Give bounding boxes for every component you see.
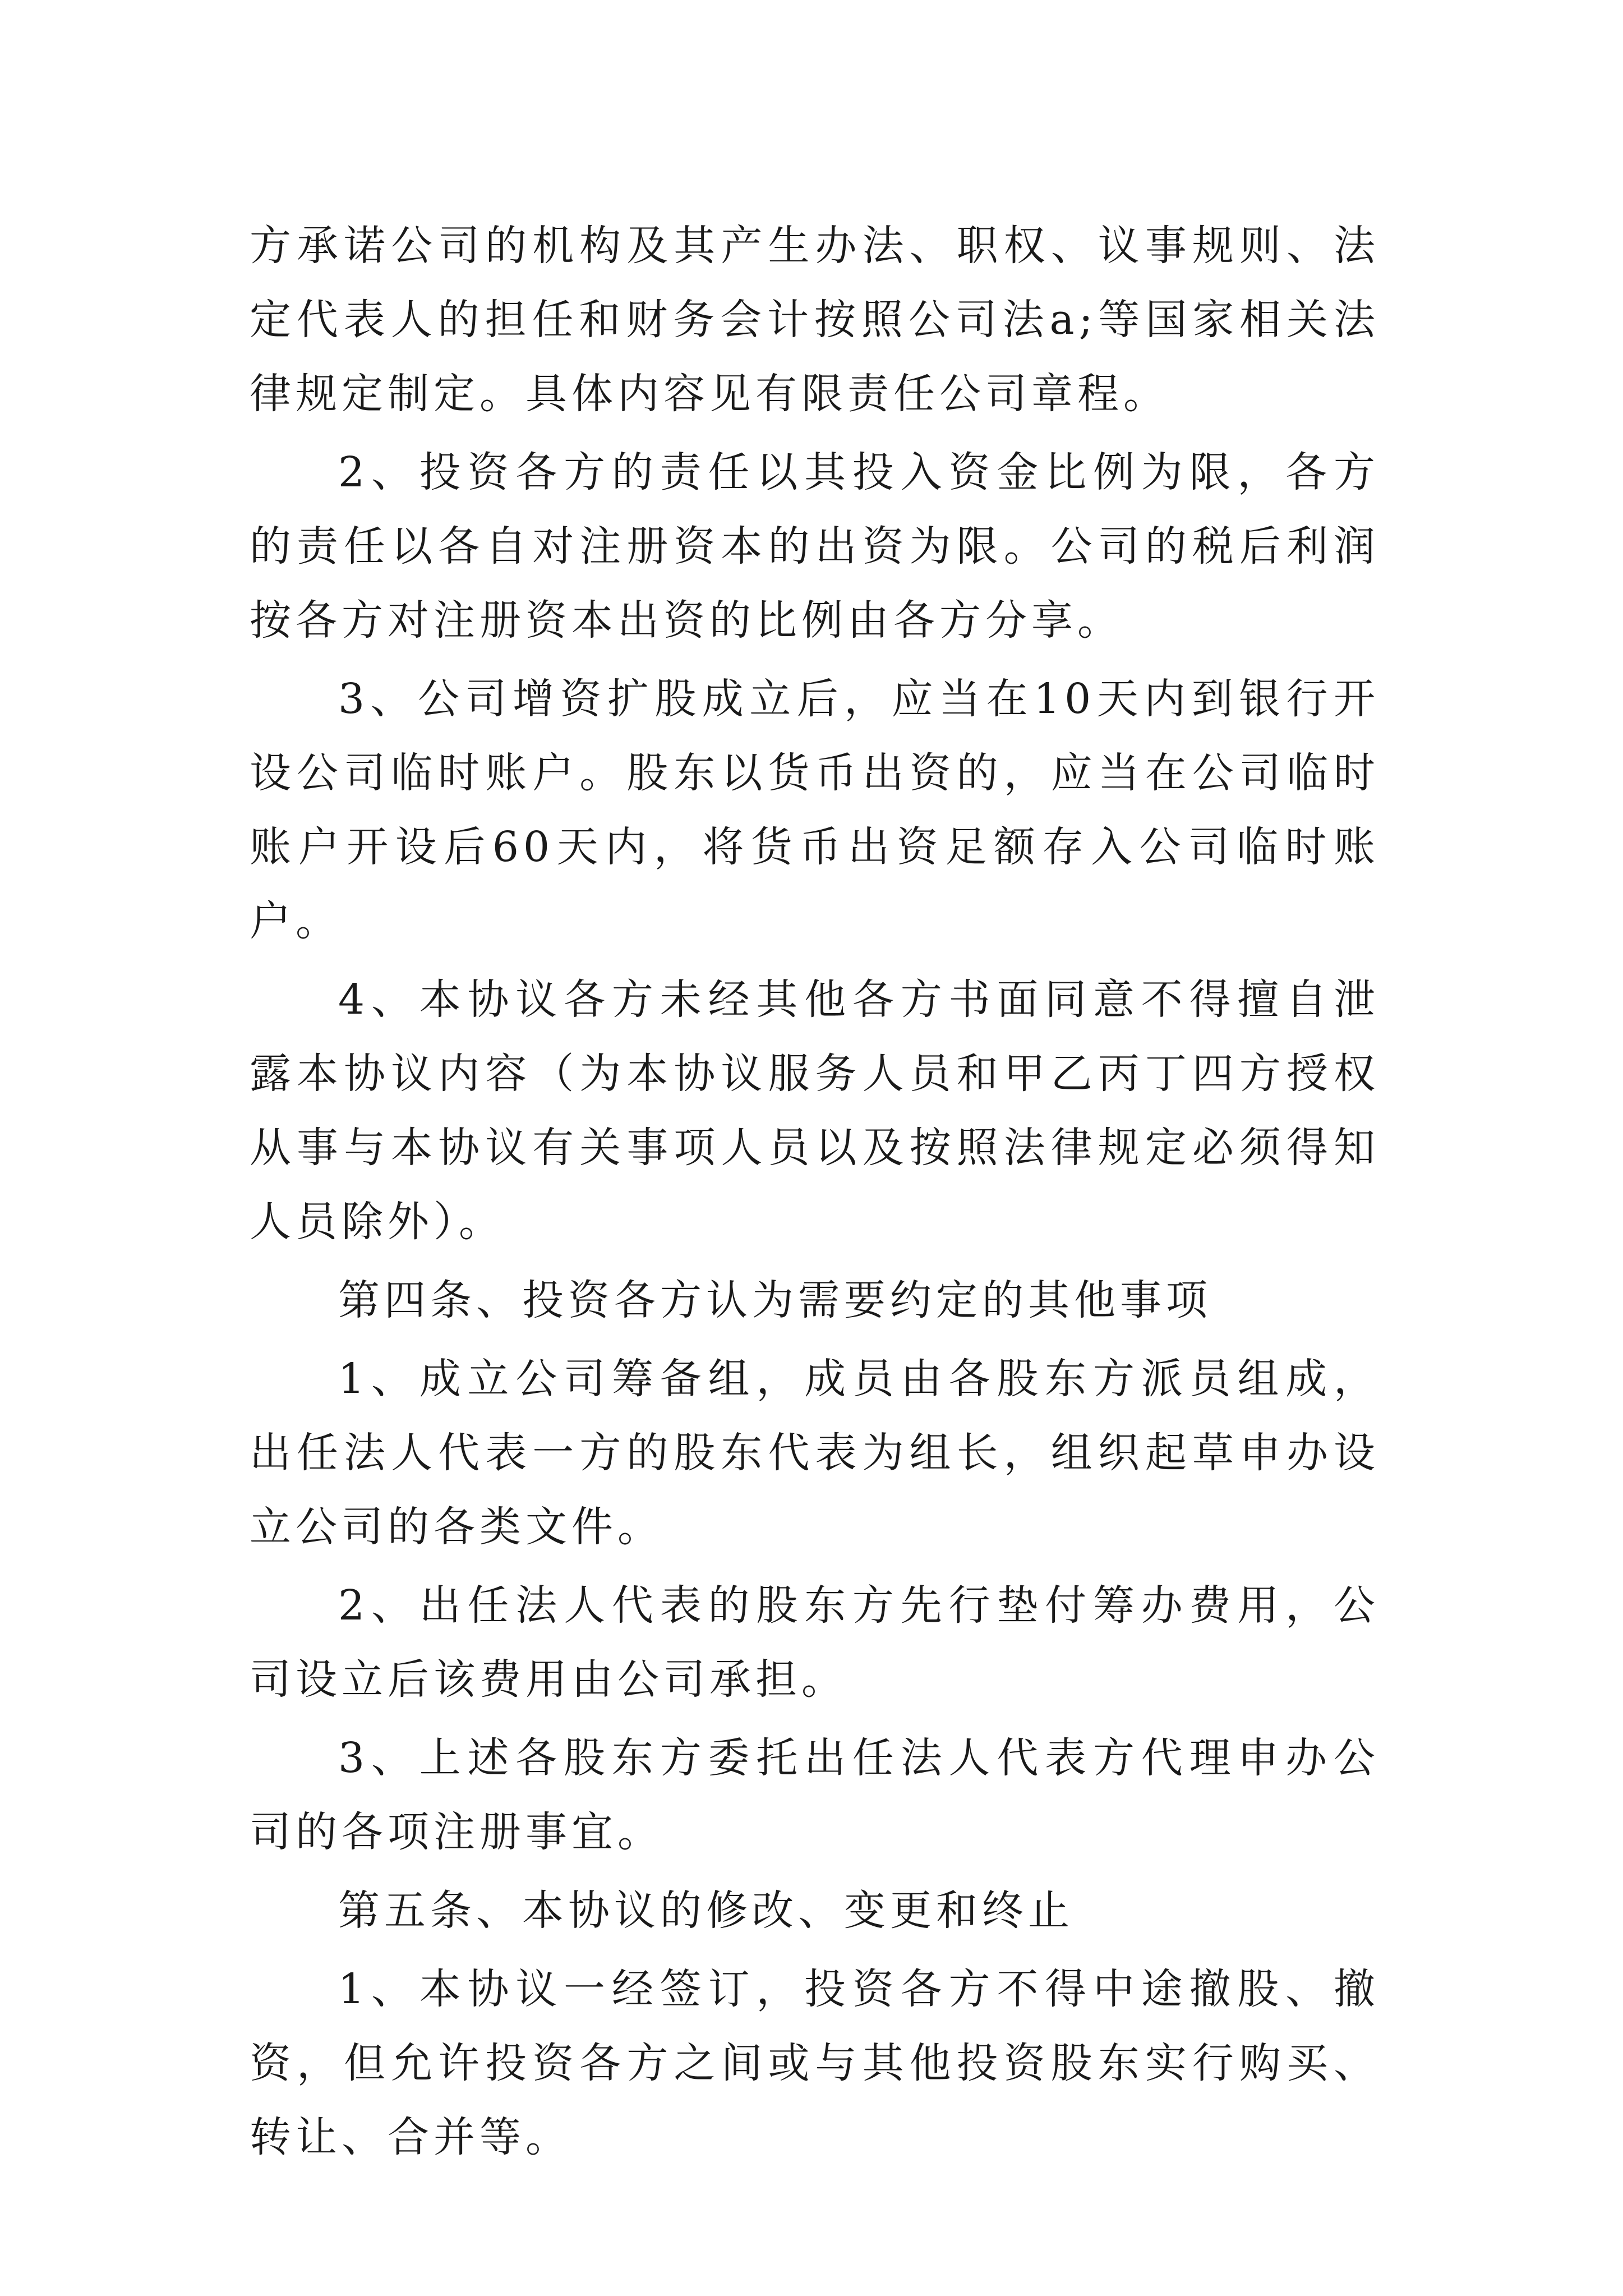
paragraph-article-4-item-3: 3、上述各股东方委托出任法人代表方代理申办公司的各项注册事宜。: [250, 1734, 1380, 1856]
paragraph-article-5-item-1: 1、本协议一经签订，投资各方不得中途撤股、撤资，但允许投资各方之间或与其他投资股东实行购买、转让、合并等。: [250, 1965, 1380, 2161]
paragraph-item-3-bank-account: 3、公司增资扩股成立后，应当在10天内到银行开设公司临时账户。股东以货币出资的，应当在公司临时账户开设后60天内，将货币出资足额存入公司临时账户。: [250, 675, 1380, 945]
paragraph-article-4-item-2: 2、出任法人代表的股东方先行垫付筹办费用，公司设立后该费用由公司承担。: [250, 1581, 1380, 1704]
paragraph-item-2-liability: 2、投资各方的责任以其投入资金比例为限，各方的责任以各自对注册资本的出资为限。公司的税后利润按各方对注册资本出资的比例由各方分享。: [250, 448, 1380, 645]
document-body: [250, 209, 1380, 2179]
paragraph-article-4-item-1: 1、成立公司筹备组，成员由各股东方派员组成，出任法人代表一方的股东代表为组长，组织起草申办设立公司的各类文件。: [250, 1355, 1380, 1551]
section-heading-article-4: 第四条、投资各方认为需要约定的其他事项: [338, 1276, 1212, 1324]
paragraph-item-4-confidentiality: 4、本协议各方未经其他各方书面同意不得擅自泄露本协议内容（为本协议服务人员和甲乙丙丁四方授权从事与本协议有关事项人员以及按照法律规定必须得知人员除外）。: [250, 976, 1380, 1246]
section-heading-article-5: 第五条、本协议的修改、变更和终止: [338, 1887, 1074, 1935]
paragraph-continued-clause: 方承诺公司的机构及其产生办法、职权、议事规则、法定代表人的担任和财务会计按照公司法a;等国家相关法律规定制定。具体内容见有限责任公司章程。: [250, 222, 1380, 418]
